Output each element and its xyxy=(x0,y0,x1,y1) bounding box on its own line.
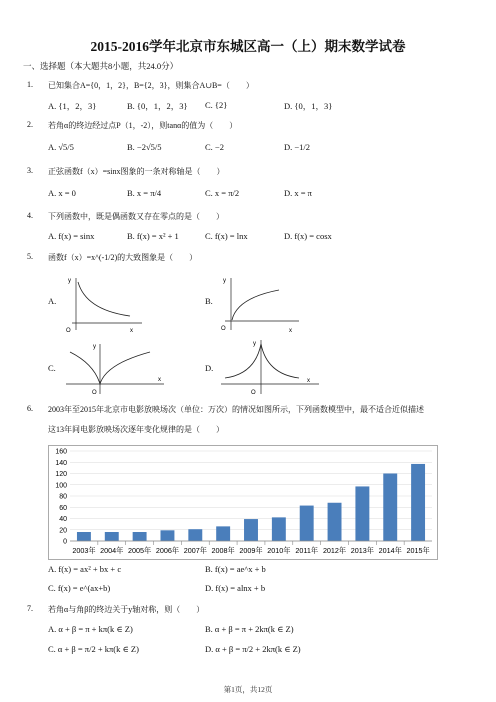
x-tick-label: 2010年 xyxy=(267,546,291,555)
question-text: 已知集合A={0，1，2}，B={2，3}，则集合A∪B=（ ） xyxy=(48,81,254,90)
origin-label: O xyxy=(66,328,71,334)
question-number: 1. xyxy=(27,80,33,89)
question-number: 4. xyxy=(27,211,33,220)
option-a: A. {1，2，3} xyxy=(48,101,97,111)
option-a: A. √5/5 xyxy=(48,142,74,152)
option-d: D. α + β = π/2 + 2kπ(k ∈ Z) xyxy=(205,644,301,654)
option-d: D. {0，1，3} xyxy=(284,101,333,111)
question-number: 7. xyxy=(27,604,33,613)
option-b: B. −2√5/5 xyxy=(127,142,162,152)
bar xyxy=(272,517,286,541)
x-label: x xyxy=(289,328,292,334)
y-label: y xyxy=(68,278,71,284)
option-c: C. f(x) = e^(ax+b) xyxy=(48,583,111,593)
graph-d xyxy=(215,336,325,398)
x-tick-label: 2012年 xyxy=(322,546,347,555)
bar xyxy=(300,506,314,541)
x-label: x xyxy=(130,328,133,334)
option-b: B. x = π/4 xyxy=(127,188,162,198)
option-d: D. xyxy=(205,363,214,373)
question-text: 下列函数中，既是偶函数又存在零点的是（ ） xyxy=(48,212,224,221)
option-c: C. x = π/2 xyxy=(205,188,240,198)
bar-chart xyxy=(48,445,438,560)
option-c: C. {2} xyxy=(205,100,228,110)
option-c: C. −2 xyxy=(205,142,224,152)
question-text: 2003年至2015年北京市电影放映场次（单位：万次）的情况如图所示，下列函数模型中，最不适合近似描述 xyxy=(48,405,424,414)
graph-b xyxy=(215,272,305,334)
option-b: B. f(x) = ae^x + b xyxy=(205,564,266,574)
bar xyxy=(216,526,230,541)
origin-label: O xyxy=(221,326,226,332)
option-d: D. x = π xyxy=(284,188,312,198)
bar xyxy=(244,519,258,541)
bar xyxy=(188,529,202,541)
x-tick-label: 2011年 xyxy=(295,546,319,555)
question-number: 2. xyxy=(27,120,33,129)
section-heading: 一、选择题（本大题共8小题，共24.0分） xyxy=(23,61,179,71)
y-tick-label: 80 xyxy=(59,493,67,501)
option-d: D. f(x) = alnx + b xyxy=(205,583,266,593)
y-tick-label: 60 xyxy=(59,504,67,512)
bar xyxy=(105,532,119,541)
question-text: 若角α的终边经过点P（1，-2），则tanα的值为（ ） xyxy=(48,121,238,130)
option-d: D. f(x) = cosx xyxy=(284,231,332,241)
bar xyxy=(161,530,175,541)
bar xyxy=(133,532,147,541)
page-title: 2015-2016学年北京市东城区高一（上）期末数学试卷 xyxy=(90,39,406,54)
question-text: 若角α与角β的终边关于y轴对称，则（ ） xyxy=(48,605,205,614)
x-tick-label: 2006年 xyxy=(155,546,180,555)
y-tick-label: 40 xyxy=(59,516,67,523)
bar xyxy=(411,464,425,541)
x-tick-label: 2015年 xyxy=(406,546,430,555)
y-tick-label: 160 xyxy=(55,448,67,456)
x-tick-label: 2014年 xyxy=(378,546,402,555)
y-tick-label: 120 xyxy=(55,471,67,478)
option-c: C. f(x) = lnx xyxy=(205,231,248,241)
option-c: C. xyxy=(48,363,56,373)
y-label: y xyxy=(93,344,96,350)
y-tick-label: 20 xyxy=(59,527,67,535)
option-a: A. xyxy=(48,296,57,306)
x-tick-label: 2009年 xyxy=(239,546,263,555)
question-number: 5. xyxy=(27,252,33,261)
question-text-continued: 这13年间电影放映场次逐年变化规律的是（ ） xyxy=(48,425,224,434)
question-text: 正弦函数f（x）=sinx图象的一条对称轴是（ ） xyxy=(48,167,225,176)
option-d: D. −1/2 xyxy=(284,142,311,152)
x-tick-label: 2008年 xyxy=(211,546,235,555)
bar xyxy=(355,486,369,541)
page-footer: 第1页，共12页 xyxy=(223,685,273,694)
option-c: C. α + β = π/2 + kπ(k ∈ Z) xyxy=(48,644,139,654)
option-b: B. f(x) = x² + 1 xyxy=(127,231,179,241)
question-number: 3. xyxy=(27,166,33,175)
y-tick-label: 100 xyxy=(55,482,67,490)
origin-label: O xyxy=(92,390,97,396)
x-label: x xyxy=(307,378,310,384)
option-b: B. α + β = π + 2kπ(k ∈ Z) xyxy=(205,624,294,634)
option-a: A. α + β = π + kπ(k ∈ Z) xyxy=(48,624,133,634)
option-a: A. x = 0 xyxy=(48,188,76,198)
bar xyxy=(77,532,91,541)
graph-c xyxy=(60,338,170,398)
x-tick-label: 2004年 xyxy=(100,546,124,555)
x-tick-label: 2007年 xyxy=(183,546,207,555)
x-label: x xyxy=(158,377,161,383)
option-a: A. f(x) = sinx xyxy=(48,231,95,241)
bar xyxy=(328,503,342,541)
x-tick-label: 2005年 xyxy=(128,546,152,555)
option-a: A. f(x) = ax² + bx + c xyxy=(48,564,122,574)
bar xyxy=(383,474,397,542)
option-b: B. xyxy=(205,296,213,306)
origin-label: O xyxy=(251,390,256,396)
y-tick-label: 0 xyxy=(63,538,67,546)
question-text: 函数f（x）=x^(-1/2)的大致图象是（ ） xyxy=(48,253,198,262)
question-number: 6. xyxy=(27,404,33,413)
y-tick-label: 140 xyxy=(55,459,67,467)
x-tick-label: 2013年 xyxy=(350,546,374,555)
y-label: y xyxy=(223,278,226,284)
graph-a xyxy=(60,272,145,334)
x-tick-label: 2003年 xyxy=(72,546,96,555)
option-b: B. {0，1，2，3} xyxy=(127,101,188,111)
y-label: y xyxy=(253,341,256,347)
